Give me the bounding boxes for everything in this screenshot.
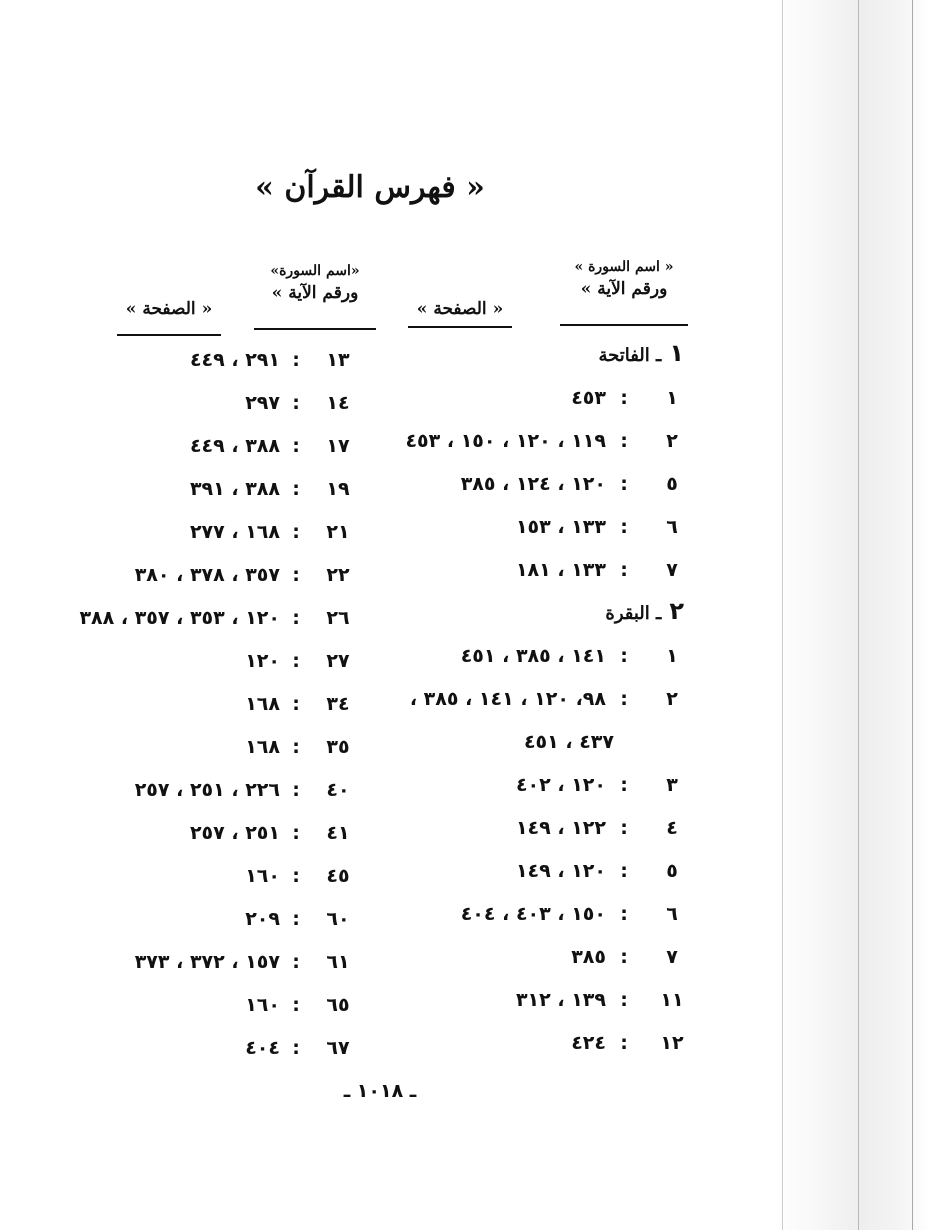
verse-number: ٦	[666, 903, 678, 925]
page-number: ـ ١٠١٨ ـ	[343, 1080, 417, 1102]
page-references: ٢٩١ ، ٤٤٩	[189, 349, 280, 371]
separator: :	[292, 779, 300, 801]
verse-number: ٧	[666, 559, 678, 581]
separator: :	[620, 774, 628, 796]
sura-name: ـ الفاتحة	[598, 345, 662, 366]
page-references: ١٢٠	[245, 650, 280, 672]
header-right-page	[408, 296, 512, 322]
page-references: ١٦٠	[245, 865, 280, 887]
index-row	[0, 431, 930, 461]
verse-number: ٤٠	[326, 779, 350, 801]
separator: :	[620, 989, 628, 1011]
verse-number: ١	[666, 387, 678, 409]
separator: :	[620, 817, 628, 839]
index-row	[0, 861, 930, 891]
verse-number: ٥	[666, 860, 678, 882]
verse-number: ٧	[666, 946, 678, 968]
separator: :	[620, 688, 628, 710]
separator: :	[292, 607, 300, 629]
index-row	[0, 517, 930, 547]
sura-number: ٢	[669, 597, 684, 625]
page-references: ٢٢٦ ، ٢٥١ ، ٢٥٧	[134, 779, 280, 801]
separator: :	[292, 736, 300, 758]
page-references: ١٦٠	[245, 994, 280, 1016]
separator: :	[292, 865, 300, 887]
separator: :	[292, 521, 300, 543]
verse-number: ٢٢	[326, 564, 350, 586]
header-left-sura-top: «اسم السورة»	[270, 263, 360, 279]
verse-number: ٣٤	[326, 693, 350, 715]
index-row	[0, 947, 930, 977]
verse-number: ٤٥	[326, 865, 350, 887]
verse-number: ٢	[666, 430, 678, 452]
page-references: ٤٠٤	[245, 1037, 280, 1059]
verse-number: ٢٦	[326, 607, 350, 629]
index-row	[0, 646, 930, 676]
verse-number: ٢٧	[326, 650, 350, 672]
page-references: ٢٠٩	[245, 908, 280, 930]
separator: :	[292, 994, 300, 1016]
page-references: ١٣٩ ، ٣١٢	[515, 989, 606, 1011]
page-references: ٣٨٥	[571, 946, 606, 968]
separator: :	[620, 645, 628, 667]
page-references: ١٢٠ ، ١٢٤ ، ٣٨٥	[460, 473, 606, 495]
separator: :	[620, 559, 628, 581]
page-references: ٣٨٨ ، ٣٩١	[189, 478, 280, 500]
separator: :	[292, 564, 300, 586]
verse-number: ٦٠	[326, 908, 350, 930]
verse-number: ٤١	[326, 822, 350, 844]
index-row	[0, 345, 930, 375]
header-right-sura-bottom: ورقم الآية »	[580, 279, 668, 299]
verse-number: ٢١	[326, 521, 350, 543]
index-row	[0, 560, 930, 590]
page-references: ٤٣٧ ، ٤٥١	[523, 731, 614, 753]
index-row	[0, 689, 930, 719]
page-references: ١٢٠ ، ٣٥٣ ، ٣٥٧ ، ٣٨٨	[79, 607, 280, 629]
header-underline	[117, 334, 221, 336]
page-references: ١٢٢ ، ١٤٩	[515, 817, 606, 839]
page-references: ٣٨٨ ، ٤٤٩	[189, 435, 280, 457]
header-left-sura	[254, 262, 376, 306]
verse-number: ٦	[666, 516, 678, 538]
page-references: ١٣٣ ، ١٥٣	[515, 516, 606, 538]
verse-number: ٦٧	[326, 1037, 350, 1059]
separator: :	[292, 349, 300, 371]
separator: :	[292, 908, 300, 930]
page-title: « فهرس القرآن »	[255, 170, 485, 205]
verse-number: ١٢	[660, 1032, 684, 1054]
header-right-sura-top: « اسم السورة »	[574, 259, 674, 275]
page-references: ٤٥٣	[571, 387, 606, 409]
separator: :	[292, 392, 300, 414]
verse-number: ٦٥	[326, 994, 350, 1016]
verse-number: ٥	[666, 473, 678, 495]
index-row	[0, 1033, 930, 1063]
separator: :	[620, 516, 628, 538]
separator: :	[620, 860, 628, 882]
verse-number: ١	[666, 645, 678, 667]
separator: :	[620, 903, 628, 925]
page-references: ١٥٧ ، ٣٧٢ ، ٣٧٣	[134, 951, 280, 973]
header-right-sura	[558, 258, 690, 302]
verse-number: ٣٥	[326, 736, 350, 758]
sura-name: ـ البقرة	[605, 603, 662, 624]
index-row	[0, 904, 930, 934]
header-left-page-label: « الصفحة »	[125, 299, 213, 319]
verse-number: ١١	[660, 989, 684, 1011]
page-references: ١٦٨	[245, 693, 280, 715]
index-row	[0, 732, 930, 762]
verse-number: ١٣	[326, 349, 350, 371]
header-left-page	[117, 296, 221, 322]
index-row	[0, 818, 930, 848]
index-row	[0, 990, 930, 1020]
page-references: ١٦٨	[245, 736, 280, 758]
separator: :	[620, 387, 628, 409]
page-references: ١٥٠ ، ٤٠٣ ، ٤٠٤	[460, 903, 606, 925]
page-references: ١٣٣ ، ١٨١	[515, 559, 606, 581]
separator: :	[292, 435, 300, 457]
verse-number: ٣	[666, 774, 678, 796]
header-underline	[560, 324, 688, 326]
verse-number: ٦١	[326, 951, 350, 973]
page-references: ١٢٠ ، ١٤٩	[515, 860, 606, 882]
header-left-sura-bottom: ورقم الآية »	[271, 283, 359, 303]
separator: :	[292, 650, 300, 672]
verse-number: ٢	[666, 688, 678, 710]
page-references: ٢٥١ ، ٢٥٧	[189, 822, 280, 844]
page-references: ٩٨، ١٢٠ ، ١٤١ ، ٣٨٥ ،	[409, 688, 606, 710]
separator: :	[292, 951, 300, 973]
page-references: ١٢٠ ، ٤٠٢	[515, 774, 606, 796]
verse-number: ٤	[666, 817, 678, 839]
page-references: ١٦٨ ، ٢٧٧	[189, 521, 280, 543]
verse-number: ١٤	[326, 392, 350, 414]
page-references: ١٤١ ، ٣٨٥ ، ٤٥١	[460, 645, 606, 667]
separator: :	[292, 1037, 300, 1059]
index-row	[0, 474, 930, 504]
header-right-page-label: « الصفحة »	[416, 299, 504, 319]
separator: :	[292, 478, 300, 500]
page-references: ٣٥٧ ، ٣٧٨ ، ٣٨٠	[134, 564, 280, 586]
separator: :	[620, 946, 628, 968]
page-references: ٢٩٧	[245, 392, 280, 414]
verse-number: ١٩	[326, 478, 350, 500]
sura-number: ١	[669, 339, 684, 367]
separator: :	[620, 473, 628, 495]
index-row	[0, 603, 930, 633]
page-references: ١١٩ ، ١٢٠ ، ١٥٠ ، ٤٥٣	[405, 430, 606, 452]
separator: :	[620, 430, 628, 452]
separator: :	[292, 822, 300, 844]
verse-number: ١٧	[326, 435, 350, 457]
index-row	[0, 775, 930, 805]
separator: :	[292, 693, 300, 715]
page-references: ٤٢٤	[571, 1032, 606, 1054]
index-row	[0, 388, 930, 418]
header-underline	[254, 328, 376, 330]
separator: :	[620, 1032, 628, 1054]
header-underline	[408, 326, 512, 328]
